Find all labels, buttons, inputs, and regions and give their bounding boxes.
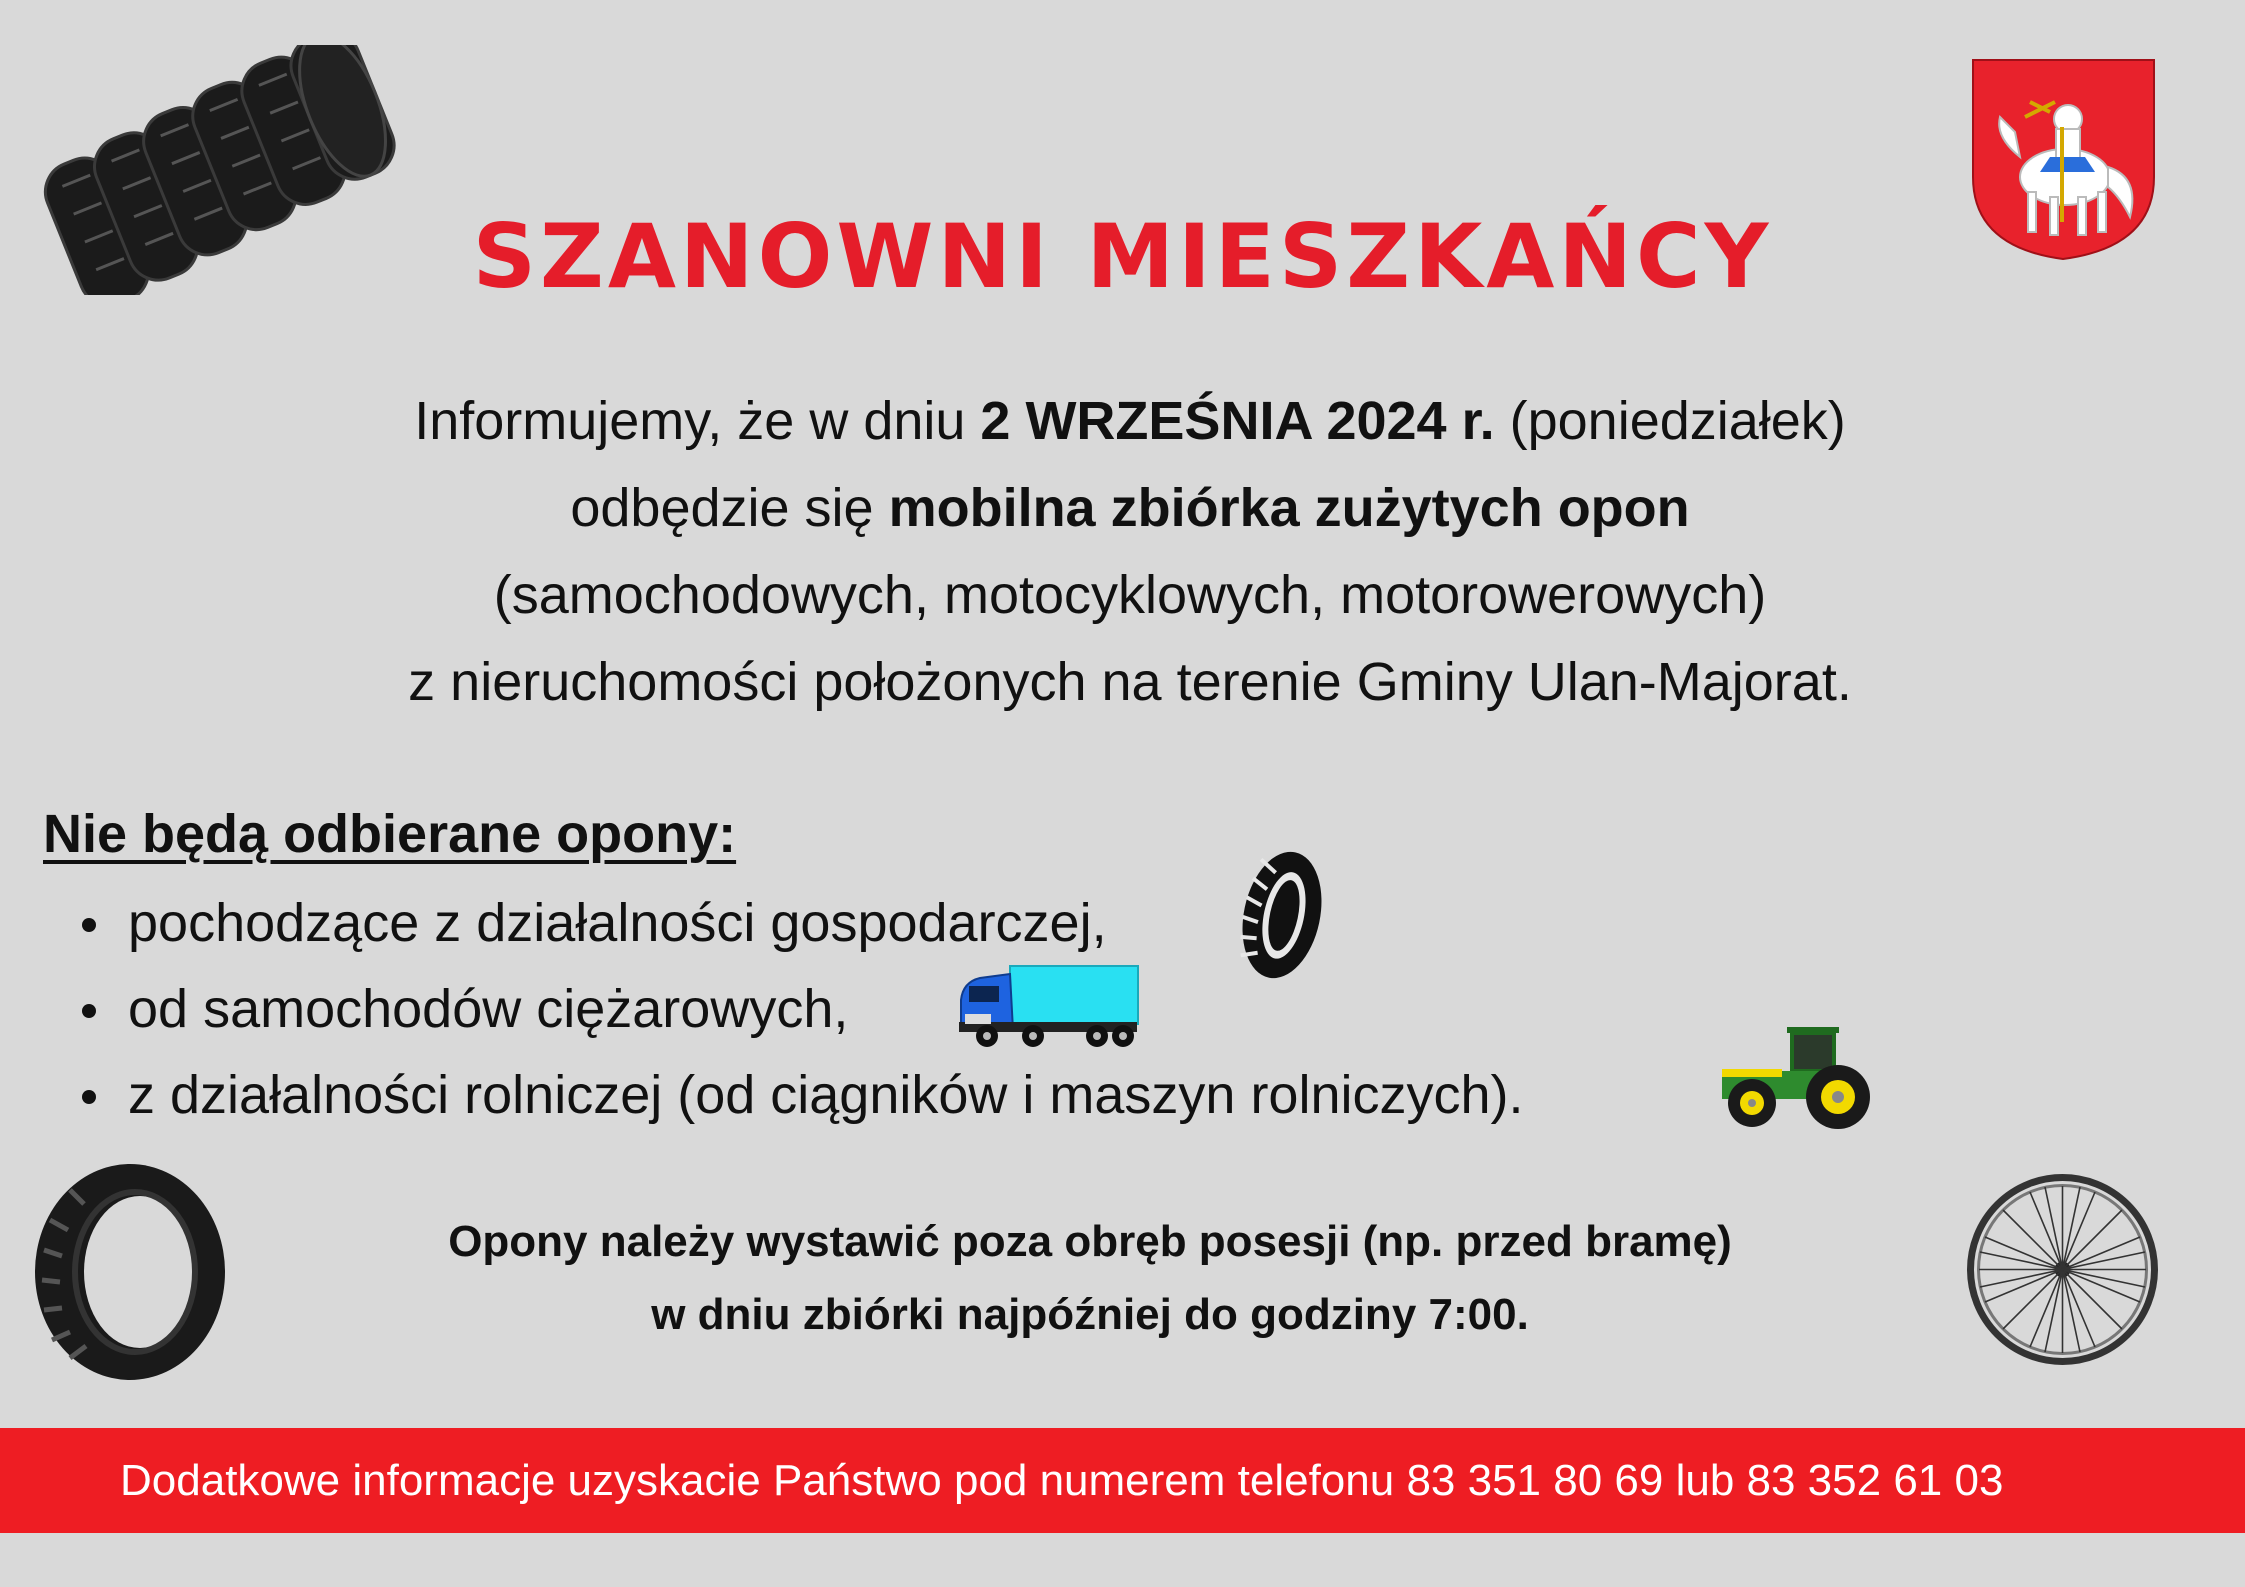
notice-line2: w dniu zbiórki najpóźniej do godziny 7:00. <box>651 1290 1529 1339</box>
intro-line1-pre: Informujemy, że w dniu <box>414 391 981 451</box>
list-item: od samochodów ciężarowych, <box>80 966 1524 1052</box>
truck-icon <box>955 960 1140 1052</box>
collection-type: mobilna zbiórka zużytych opon <box>888 478 1690 538</box>
page-title: SZANOWNI MIESZKAŃCY <box>472 205 1773 308</box>
intro-line2-pre: odbędzie się <box>570 478 889 538</box>
intro-line1-post: (poniedziałek) <box>1494 391 1846 451</box>
list-item: pochodzące z działalności gospodarczej, <box>80 880 1524 966</box>
footer-bar <box>0 1428 2245 1533</box>
footer-contact-text: Dodatkowe informacje uzyskacie Państwo pod numerem telefonu 83 351 80 69 lub 83 352 61 03 <box>120 1456 2004 1505</box>
notice <box>0 1205 2180 1351</box>
list-item: z działalności rolniczej (od ciągników i maszyn rolniczych). <box>80 1052 1524 1138</box>
intro-line3: (samochodowych, motocyklowych, motorowerowych) <box>493 565 1767 625</box>
tractor-icon <box>1712 1025 1874 1130</box>
exclusions-heading: Nie będą odbierane opony: <box>43 804 737 864</box>
intro-line4: z nieruchomości położonych na terenie Gminy Ulan-Majorat. <box>408 652 1852 712</box>
tractor-tire-icon <box>1232 845 1332 985</box>
collection-date: 2 WRZEŚNIA 2024 r. <box>980 391 1495 451</box>
notice-line1: Opony należy wystawić poza obręb posesji (np. przed bramę) <box>448 1217 1732 1266</box>
intro-paragraph <box>160 378 2100 726</box>
